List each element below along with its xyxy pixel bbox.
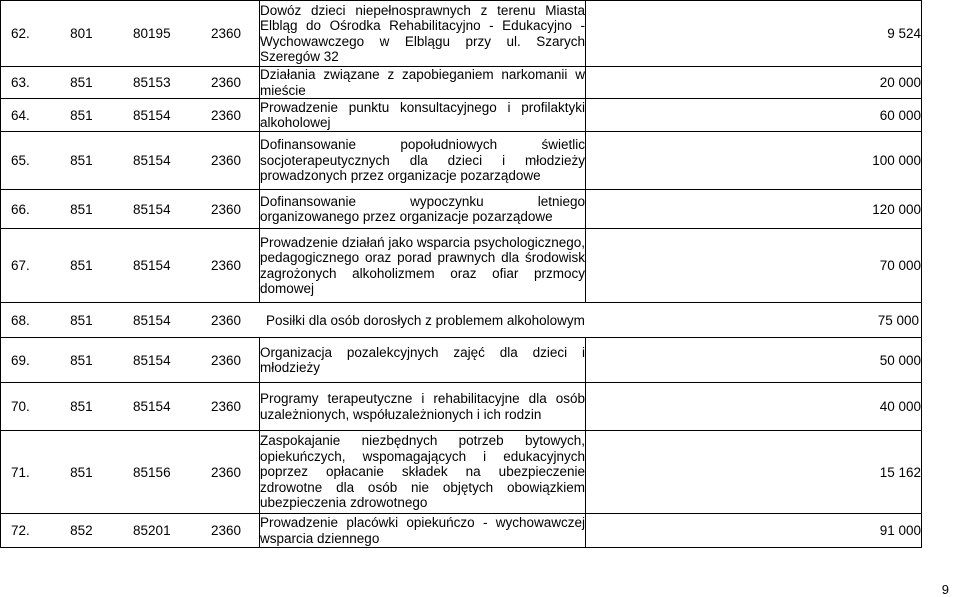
row-amount: 20 000 [586,67,922,99]
row-number: 64. [11,107,30,123]
table-row [1,1,922,67]
rozdzial-code: 85154 [133,352,171,368]
table-row [1,229,922,303]
row-index-cell [1,229,260,303]
row-number: 65. [11,153,30,168]
dzial-code: 801 [70,26,93,41]
row-description: Programy terapeutyczne i rehabilitacyjne dla osób uzależnionych, współuzależnionych i ich rodzin [260,383,586,431]
table-row [1,132,922,190]
rozdzial-code: 85154 [133,153,171,168]
row-description: Prowadzenie placówki opiekuńczo - wychowawczej wsparcia dziennego [260,515,585,546]
row-number: 67. [11,258,30,273]
row-number: 72. [11,523,30,538]
dzial-code: 851 [70,312,93,328]
row-description: Posiłki dla osób dorosłych z problemem alkoholowym [266,312,585,328]
dzial-code: 851 [70,399,93,414]
row-index-cell [1,383,260,431]
row-amount: 60 000 [586,99,922,132]
paragraf-code: 2360 [210,258,241,273]
row-description: Działania związane z zapobieganiem narkomanii w mieście [260,67,585,98]
dzial-code: 851 [70,352,93,368]
row-description: Dowóz dzieci niepełnosprawnych z terenu Miasta Elbląg do Ośrodka Rehabilitacyjno - Edukacyjno - Wychowawczego w Elblągu przy ul. Szarych Szeregów 32 [260,1,586,67]
row-number: 69. [11,352,30,368]
row-index-cell [1,132,260,190]
row-description: Prowadzenie działań jako wsparcia psychologicznego, pedagogicznego oraz porad prawnych dla środowisk zagrożonych alkoholizmem oraz ofiar przmocy domowej [260,229,586,303]
row-amount: 100 000 [586,132,922,190]
row-amount: 75 000 [877,312,919,328]
row-index-cell [1,514,260,548]
row-index-cell [1,1,260,67]
row-description: Dofinansowanie wypoczynku letniego organizowanego przez organizacje pozarządowe [260,190,586,229]
row-number: 63. [11,75,30,90]
rozdzial-code: 85153 [133,75,171,90]
row-description: Zaspokajanie niezbędnych potrzeb bytowych, opiekuńczych, wspomagających i edukacyjnych poprzez opłacanie składek na ubezpieczenie zdrowotne dla osób nie objętych obowiązkiem ubezpieczenia zdrowotnego [260,431,586,514]
paragraf-code: 2360 [210,352,241,368]
paragraf-code: 2360 [210,75,241,90]
row-full-width-cell [1,303,922,338]
row-amount: 50 000 [586,338,922,383]
rozdzial-code: 85154 [133,312,171,328]
row-index-cell [1,99,260,132]
row-index-cell [1,431,260,514]
row-description: Dofinansowanie popołudniowych świetlic socjoterapeutycznych dla dzieci i młodzieży prowadzonych przez organizacje pozarządowe [260,132,586,190]
row-index-cell [1,67,260,99]
table-row [1,383,922,431]
row-amount: 70 000 [586,229,922,303]
row-number: 70. [11,399,30,414]
row-number: 68. [11,312,30,328]
table-row [1,338,922,383]
row-number: 71. [11,464,30,480]
row-amount: 40 000 [586,383,922,431]
dzial-code: 851 [70,464,93,480]
row-index-cell [1,338,260,383]
row-description: Prowadzenie punktu konsultacyjnego i profilaktyki alkoholowej [260,99,585,130]
dzial-code: 851 [70,75,93,90]
rozdzial-code: 85156 [133,464,171,480]
row-amount: 15 162 [586,431,922,514]
table-row [1,303,922,338]
paragraf-code: 2360 [210,107,241,123]
rozdzial-code: 80195 [133,26,171,41]
table-row [1,190,922,229]
dzial-code: 851 [70,107,93,123]
paragraf-code: 2360 [210,523,241,538]
paragraf-code: 2360 [210,399,241,414]
rozdzial-code: 85154 [133,258,171,273]
paragraf-code: 2360 [210,312,241,328]
dzial-code: 851 [70,258,93,273]
table-row [1,67,922,99]
row-description: Organizacja pozalekcyjnych zajęć dla dzieci i młodzieży [260,338,586,383]
row-amount: 9 524 [586,1,922,67]
paragraf-code: 2360 [210,464,241,480]
row-amount: 120 000 [586,190,922,229]
paragraf-code: 2360 [210,201,241,217]
table-row [1,431,922,514]
rozdzial-code: 85201 [133,523,171,538]
rozdzial-code: 85154 [133,107,171,123]
dzial-code: 852 [70,523,93,538]
row-number: 66. [11,201,30,217]
table-row [1,99,922,132]
rozdzial-code: 85154 [133,201,171,217]
paragraf-code: 2360 [210,153,241,168]
paragraf-code: 2360 [210,26,241,41]
page-number: 9 [941,582,949,597]
rozdzial-code: 85154 [133,399,171,414]
dzial-code: 851 [70,201,93,217]
row-number: 62. [11,26,30,41]
table-row [1,514,922,548]
row-index-cell [1,190,260,229]
row-amount: 91 000 [586,514,922,548]
dzial-code: 851 [70,153,93,168]
